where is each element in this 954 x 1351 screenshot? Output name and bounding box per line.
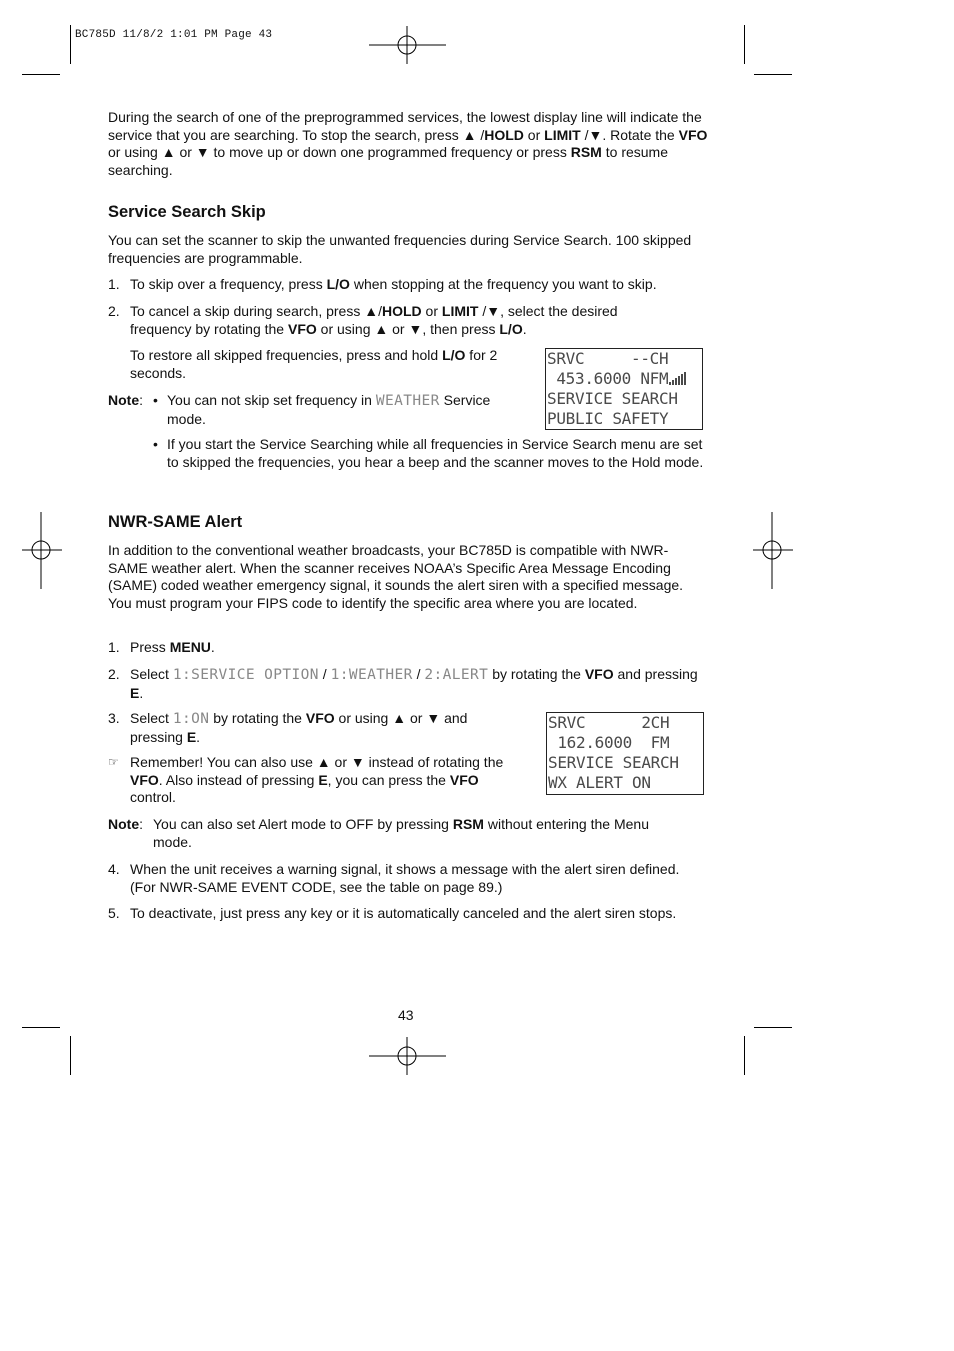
signal-strength-icon — [669, 372, 686, 385]
skip-step-2: 2. To cancel a skip during search, press ▲/HOLD or LIMIT /▼, select the desired frequency by rotating the VFO or using ▲ or ▼, then press L/O. — [108, 303, 618, 337]
step-number: 3. — [108, 710, 120, 726]
nwr-step-5: 5. To deactivate, just press any key or it is automatically canceled and the alert siren stops. — [108, 905, 677, 921]
lcd-line-1: SRVC 2CH — [548, 713, 670, 732]
section-heading-nwr-same-alert: NWR-SAME Alert — [108, 513, 243, 531]
pointing-hand-icon: ☞ — [108, 755, 119, 769]
skip-note-2: • If you start the Service Searching while all frequencies in Service Search menu are set to skipped the frequencies, you hear a beep and the scanner moves to the Hold mode. — [153, 436, 704, 470]
step-number: 1. — [108, 276, 120, 292]
restore-paragraph: To restore all skipped frequencies, press and hold L/O for 2 seconds. — [130, 347, 498, 381]
printer-slug: BC785D 11/8/2 1:01 PM Page 43 — [75, 29, 273, 41]
step-number: 1. — [108, 639, 120, 655]
lcd-line-1: SRVC --CH — [547, 349, 669, 368]
lcd-line-4: PUBLIC SAFETY — [547, 409, 669, 428]
skip-paragraph: You can set the scanner to skip the unwanted frequencies during Service Search. 100 skipped frequencies are programmable. — [108, 232, 692, 266]
nwr-step-4: 4. When the unit receives a warning signal, it shows a message with the alert siren defined. (For NWR-SAME EVENT CODE, see the table on page 89.) — [108, 861, 680, 895]
step-number: 2. — [108, 666, 120, 682]
registration-mark-right — [753, 512, 793, 589]
remember-tip: ☞ Remember! You can also use ▲ or ▼ instead of rotating the VFO. Also instead of pressing E, you can press the VFO control. — [108, 754, 504, 806]
lcd-display-wx-alert — [546, 712, 704, 795]
nwr-step-3: 3. Select 1:ON by rotating the VFO or using ▲ or ▼ and pressing E. — [108, 710, 468, 745]
step-number: 4. — [108, 861, 120, 877]
step-number: 5. — [108, 905, 120, 921]
note-label: Note — [108, 816, 140, 832]
registration-mark-left — [22, 512, 62, 589]
skip-note-1: Note: • You can not skip set frequency in WEATHER Service mode. — [108, 392, 491, 427]
nwr-note: Note: You can also set Alert mode to OFF by pressing RSM without entering the Menu mode. — [108, 816, 649, 850]
step-number: 2. — [108, 303, 120, 319]
lcd-display-service-search — [545, 348, 703, 430]
note-label: Note — [108, 392, 140, 408]
bullet: • — [153, 392, 158, 408]
section-heading-service-search-skip: Service Search Skip — [108, 203, 266, 221]
lcd-line-4: WX ALERT ON — [548, 773, 651, 792]
intro-paragraph: During the search of one of the preprogrammed services, the lowest display line will indicate the service that you are searching. To stop the search, press ▲ /HOLD or LIMIT /▼. Rotate the VFO or using ▲ or ▼ to move up or down one programmed frequency or press RSM to resume searching. — [108, 109, 708, 179]
lcd-line-2: 453.6000 NFM — [546, 369, 702, 389]
bullet: • — [153, 436, 158, 452]
nwr-step-2: 2. Select 1:SERVICE OPTION / 1:WEATHER / 2:ALERT by rotating the VFO and pressing E. — [108, 666, 698, 701]
lcd-line-2: 162.6000 FM — [548, 733, 670, 752]
lcd-line-3: SERVICE SEARCH — [547, 389, 678, 408]
registration-mark-top — [369, 26, 446, 64]
nwr-step-1: 1. Press MENU. — [108, 639, 215, 655]
skip-step-1: 1. To skip over a frequency, press L/O when stopping at the frequency you want to skip. — [108, 276, 657, 292]
nwr-paragraph: In addition to the conventional weather broadcasts, your BC785D is compatible with NWR-SAME weather alert. When the scanner receives NOAA’s Specific Area Message Encoding (SAME) coded weather emergency signal, it sounds the alert siren with a specified message. You must program your FIPS code to identify the specific area where you are located. — [108, 542, 684, 612]
lcd-text-weather: WEATHER — [375, 393, 440, 409]
lcd-line-3: SERVICE SEARCH — [548, 753, 679, 772]
page-number: 43 — [398, 1007, 414, 1023]
registration-mark-bottom — [369, 1037, 446, 1075]
